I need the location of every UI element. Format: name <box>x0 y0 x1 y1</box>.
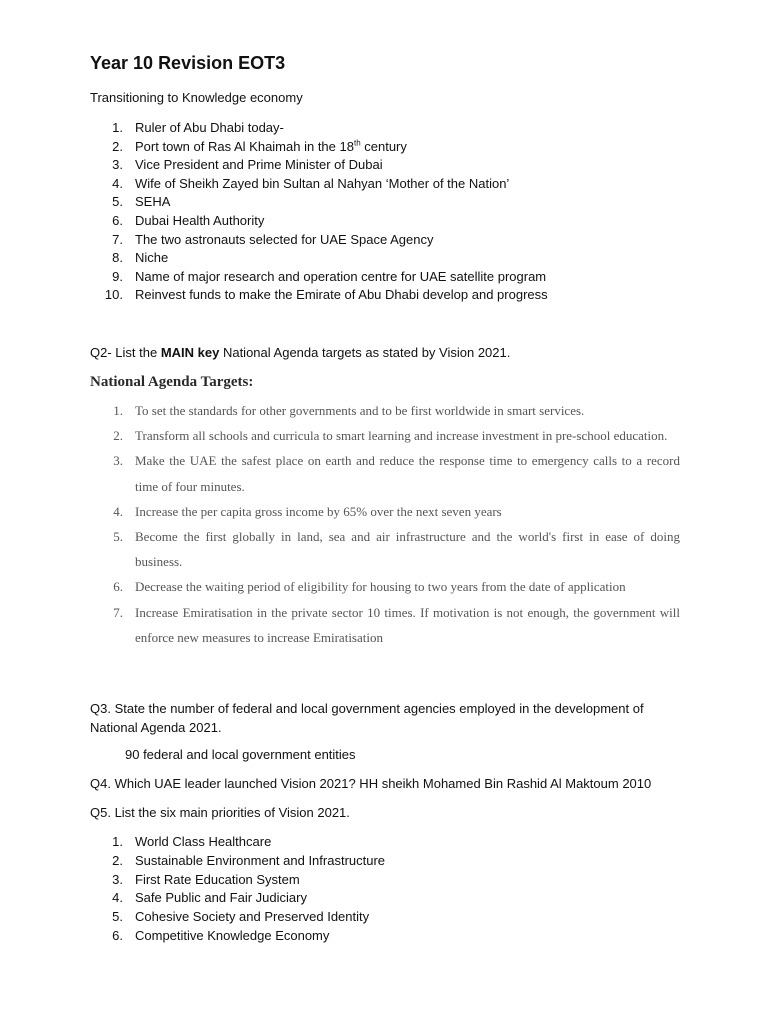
agenda-item-text: To set the standards for other governments and to be first worldwide in smart services. <box>135 403 585 418</box>
list-number: 1. <box>112 834 123 849</box>
list-item <box>90 852 385 871</box>
agenda-item-text: Decrease the waiting period of eligibility for housing to two years from the date of application <box>135 579 626 595</box>
list-item <box>90 156 548 175</box>
agenda-item <box>90 499 680 524</box>
list-item-text: Wife of Sheikh Zayed bin Sultan al Nahyan ‘Mother of the Nation’ <box>135 175 510 191</box>
question-2-prefix: Q2- List the <box>90 345 161 360</box>
national-agenda-list <box>90 398 680 650</box>
question-3: Q3. State the number of federal and local government agencies employed in the development of National Agenda 2021. <box>90 701 644 735</box>
agenda-item <box>90 448 680 498</box>
list-number: 2. <box>112 138 123 154</box>
list-item-text: Safe Public and Fair Judiciary <box>135 890 307 906</box>
list-item <box>90 927 385 946</box>
list-item-text: Dubai Health Authority <box>135 212 265 228</box>
list-number: 2. <box>112 852 123 868</box>
list-number: 8. <box>112 250 123 266</box>
list-item-text: The two astronauts selected for UAE Space Agency <box>135 231 434 247</box>
question-2-bold: MAIN key <box>160 345 220 360</box>
question-5: Q5. List the six main priorities of Vision 2021. <box>90 805 350 820</box>
list-number: 3. <box>112 157 123 173</box>
list-number: 4. <box>112 890 123 906</box>
agenda-item <box>90 600 680 650</box>
page-title: Year 10 Revision EOT3 <box>90 53 286 73</box>
list-item-text: Name of major research and operation centre for UAE satellite program <box>135 268 547 284</box>
page-subtitle: Transitioning to Knowledge economy <box>90 90 303 105</box>
list-number: 6. <box>113 579 123 595</box>
agenda-item-text: Transform all schools and curricula to smart learning and increase investment in pre-school education. <box>135 428 668 444</box>
list-item <box>90 889 385 908</box>
list-number: 1. <box>112 120 123 135</box>
list-item-text: Ruler of Abu Dhabi today- <box>135 120 284 135</box>
list-item-text: Competitive Knowledge Economy <box>135 927 330 943</box>
list-item <box>90 138 548 157</box>
question-3-answer: 90 federal and local government entities <box>125 747 356 762</box>
list-item <box>90 175 548 194</box>
list-item-text: Reinvest funds to make the Emirate of Abu Dhabi develop and progress <box>135 287 548 303</box>
question-2 <box>90 345 510 360</box>
list-number: 7. <box>112 231 123 247</box>
list-number: 5. <box>112 194 123 210</box>
list-item-text: century <box>360 138 407 154</box>
list-number: 5. <box>113 529 123 545</box>
list-number: 9. <box>112 268 123 284</box>
list-item <box>90 908 385 927</box>
revision-list <box>90 119 548 305</box>
priorities-list <box>90 833 385 946</box>
list-number: 4. <box>112 175 123 191</box>
list-number: 6. <box>112 212 123 228</box>
list-item <box>90 231 548 250</box>
list-item <box>90 268 548 287</box>
agenda-item <box>90 524 680 574</box>
agenda-item-text: Increase Emiratisation in the private sector 10 times. If motivation is not enough, the government will enforce new measures to increase Emiratisation <box>135 604 680 645</box>
list-item-text: Port town of Ras Al Khaimah in the 18 <box>135 138 354 154</box>
list-item-text: SEHA <box>135 194 171 210</box>
list-item-text: Niche <box>135 250 169 266</box>
agenda-item <box>90 398 680 423</box>
agenda-item-text: Make the UAE the safest place on earth and reduce the response time to emergency calls to a record time of four minutes. <box>135 453 680 494</box>
list-item <box>90 286 548 305</box>
list-item <box>90 193 548 212</box>
list-number: 7. <box>113 604 123 620</box>
list-item-text: Sustainable Environment and Infrastructure <box>135 852 386 868</box>
national-agenda-heading: National Agenda Targets: <box>90 374 254 390</box>
list-item <box>90 249 548 268</box>
list-number: 3. <box>112 871 123 887</box>
list-number: 4. <box>113 503 123 519</box>
list-number: 6. <box>112 927 123 943</box>
list-item <box>90 212 548 231</box>
list-item <box>90 833 385 852</box>
agenda-item <box>90 574 680 599</box>
question-2-suffix: National Agenda targets as stated by Vision 2021. <box>219 345 511 360</box>
question-4: Q4. Which UAE leader launched Vision 2021? HH sheikh Mohamed Bin Rashid Al Maktoum 2010 <box>90 776 652 791</box>
agenda-item <box>90 423 680 448</box>
list-item-text: Cohesive Society and Preserved Identity <box>135 909 370 925</box>
superscript: th <box>353 138 361 148</box>
list-number: 5. <box>112 909 123 925</box>
list-item-text: Vice President and Prime Minister of Dubai <box>135 157 383 173</box>
list-item-text: World Class Healthcare <box>135 834 272 849</box>
list-number: 2. <box>113 428 123 444</box>
agenda-item-text: Increase the per capita gross income by 65% over the next seven years <box>135 503 502 519</box>
list-item <box>90 871 385 890</box>
agenda-item-text: Become the first globally in land, sea and air infrastructure and the world's first in ease of doing business. <box>135 529 680 570</box>
list-number: 1. <box>113 403 123 418</box>
list-number: 10. <box>104 287 123 303</box>
list-item-text: First Rate Education System <box>135 871 300 887</box>
list-item <box>90 119 548 138</box>
list-number: 3. <box>113 453 123 469</box>
